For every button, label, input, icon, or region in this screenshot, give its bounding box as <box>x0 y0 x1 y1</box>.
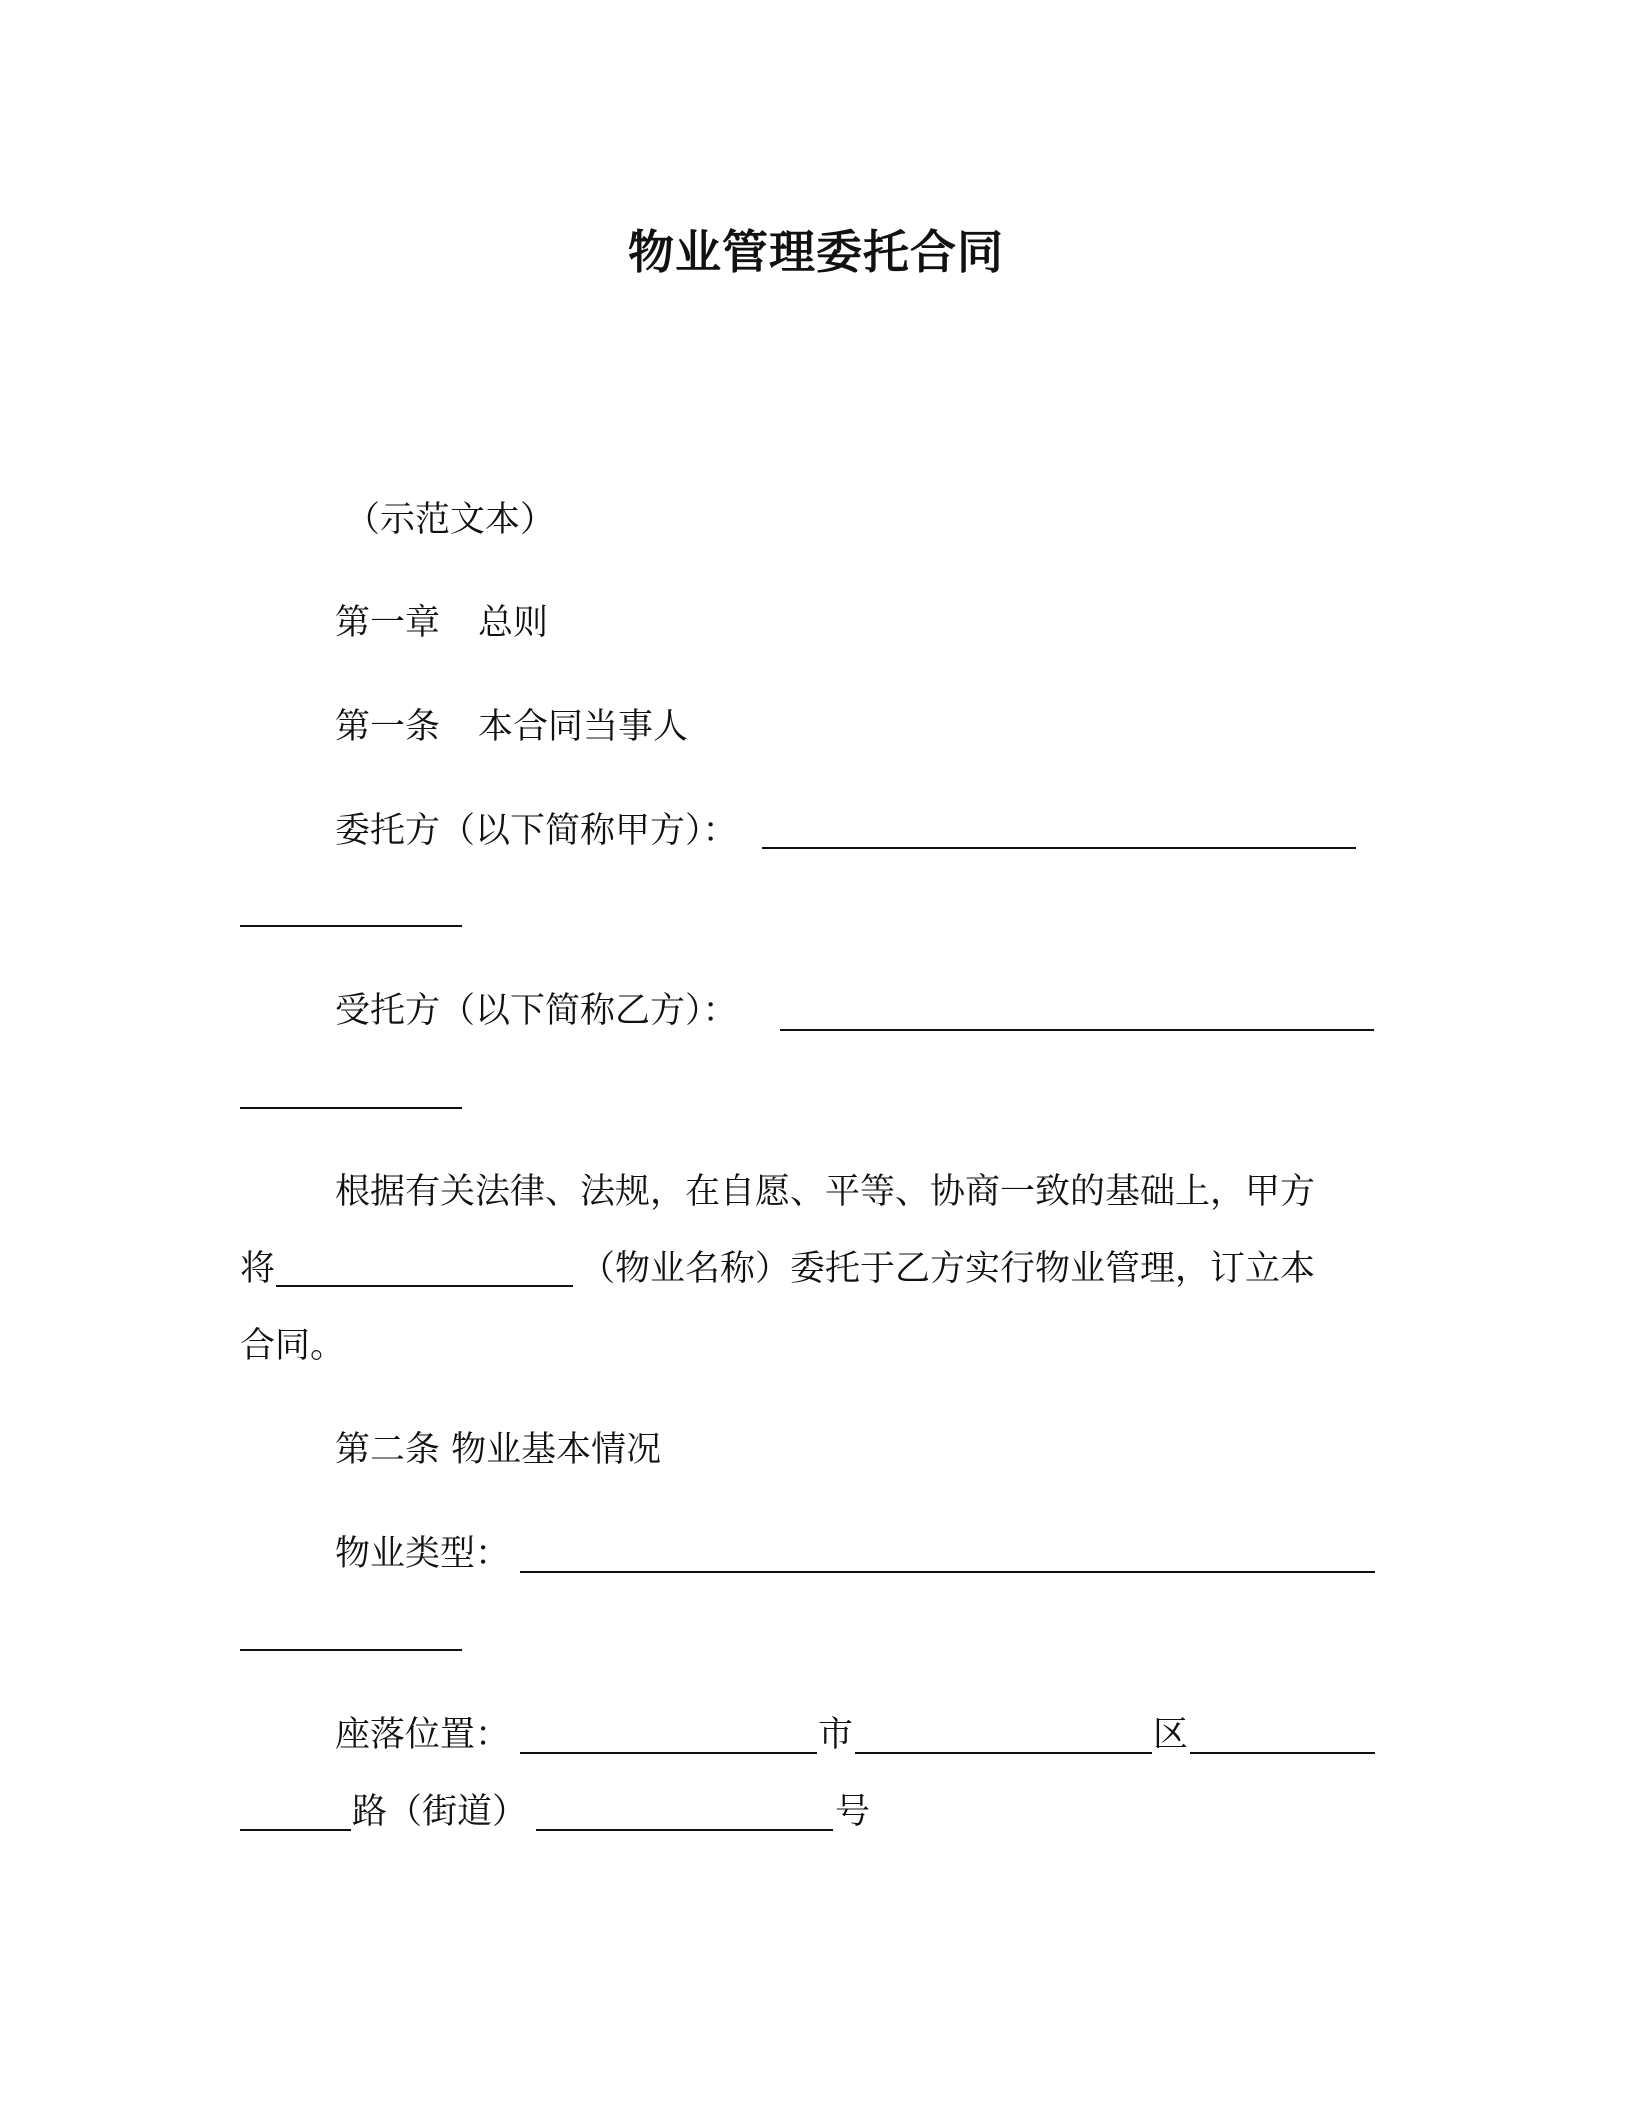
district-blank[interactable] <box>855 1752 1152 1754</box>
document-title: 物业管理委托合同 <box>628 225 1004 279</box>
road-blank-line[interactable] <box>1190 1752 1375 1754</box>
road-label: 路（街道） <box>352 1792 528 1832</box>
city-blank[interactable] <box>520 1752 817 1754</box>
article1-name: 本合同当事人 <box>478 707 689 747</box>
district-label: 区 <box>1153 1715 1189 1755</box>
city-label: 市 <box>818 1715 854 1755</box>
party-a-label: 委托方（以下简称甲方）： <box>335 811 738 851</box>
party-a-blank-continuation[interactable] <box>240 925 462 927</box>
preamble-line-2-end: （物业名称）委托于乙方实行物业管理，订立本 <box>580 1249 1316 1289</box>
property-type-label: 物业类型： <box>335 1534 511 1574</box>
property-type-blank-continuation[interactable] <box>240 1649 462 1651</box>
road-blank-continuation[interactable] <box>240 1829 351 1831</box>
location-label: 座落位置： <box>335 1715 511 1755</box>
article1-number: 第一条 <box>335 707 441 747</box>
chapter-heading <box>335 598 548 648</box>
property-type-blank-line[interactable] <box>520 1571 1375 1573</box>
chapter-number: 第一章 <box>335 603 441 643</box>
party-b-label: 受托方（以下简称乙方）： <box>335 991 738 1031</box>
party-b-blank-line[interactable] <box>780 1029 1374 1031</box>
chapter-name: 总则 <box>478 603 549 643</box>
street-number-label: 号 <box>835 1792 871 1832</box>
preamble-line-3: 合同。 <box>240 1326 346 1366</box>
article1-heading <box>335 702 688 752</box>
property-name-blank[interactable] <box>276 1285 573 1287</box>
party-b-blank-continuation[interactable] <box>240 1107 462 1109</box>
preamble-line-2-start: 将 <box>240 1249 276 1289</box>
document-subtitle: （示范文本） <box>345 500 556 540</box>
preamble-line-1: 根据有关法律、法规，在自愿、平等、协商一致的基础上，甲方 <box>335 1172 1316 1212</box>
article2-heading: 第二条 物业基本情况 <box>335 1430 662 1470</box>
street-number-blank[interactable] <box>536 1829 833 1831</box>
party-a-blank-line[interactable] <box>762 847 1356 849</box>
